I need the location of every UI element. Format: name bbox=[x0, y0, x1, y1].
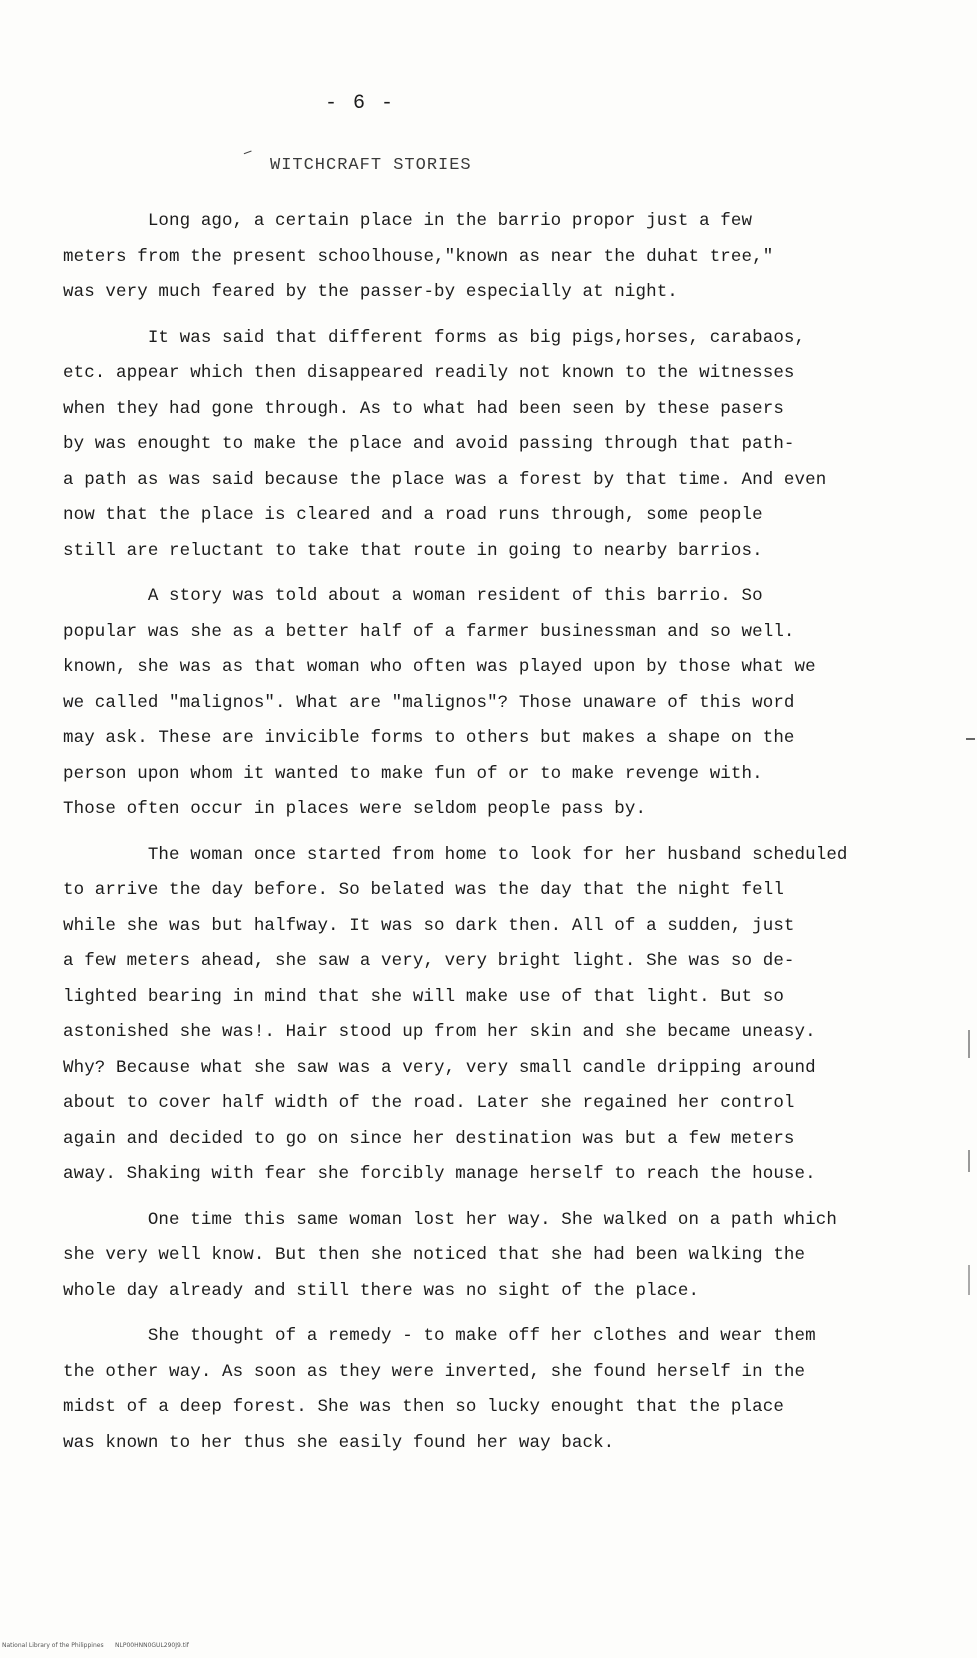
text-line: while she was but halfway. It was so dark then. All of a sudden, just bbox=[63, 915, 795, 936]
text-line: she very well know. But then she noticed that she had been walking the bbox=[63, 1245, 806, 1265]
text-line: to arrive the day before. So belated was the day that the night fell bbox=[63, 880, 784, 900]
margin-scan-mark bbox=[968, 1150, 970, 1172]
text-line: again and decided to go on since her destination was but a few meters bbox=[63, 1128, 795, 1149]
text-line: Those often occur in places were seldom people pass by. bbox=[63, 799, 647, 819]
text-line: about to cover half width of the road. Later she regained her control bbox=[63, 1093, 795, 1113]
text-line: Long ago, a certain place in the barrio propor just a few bbox=[63, 211, 753, 231]
text-line: midst of a deep forest. She was then so lucky enought that the place bbox=[63, 1397, 784, 1417]
text-line: person upon whom it wanted to make fun of or to make revenge with. bbox=[63, 763, 763, 784]
text-line: was very much feared by the passer-by especially at night. bbox=[63, 282, 678, 302]
text-line: It was said that different forms as big pigs,horses, carabaos, bbox=[63, 327, 806, 348]
text-line: away. Shaking with fear she forcibly manage herself to reach the house. bbox=[63, 1164, 816, 1184]
paragraph bbox=[63, 838, 943, 1193]
text-line: The woman once started from home to look for her husband scheduled bbox=[63, 844, 848, 865]
paragraph bbox=[63, 1319, 943, 1461]
text-line: lighted bearing in mind that she will make use of that light. But so bbox=[63, 986, 784, 1007]
text-line: a few meters ahead, she saw a very, very bright light. She was so de- bbox=[63, 951, 795, 971]
text-line: the other way. As soon as they were inverted, she found herself in the bbox=[63, 1361, 806, 1382]
paragraph bbox=[63, 1203, 943, 1310]
paragraph bbox=[63, 321, 943, 570]
text-line: A story was told about a woman resident of this barrio. So bbox=[63, 586, 763, 606]
text-line: She thought of a remedy - to make off her clothes and wear them bbox=[63, 1326, 816, 1346]
document-title: WITCHCRAFT STORIES bbox=[270, 156, 472, 175]
text-line: by was enought to make the place and avoid passing through that path- bbox=[63, 434, 795, 454]
paragraph bbox=[63, 579, 943, 828]
page-number: - 6 - bbox=[324, 92, 395, 115]
margin-scan-mark bbox=[968, 1265, 970, 1295]
margin-scan-mark bbox=[966, 738, 975, 740]
text-line: we called "malignos". What are "malignos"? Those unaware of this word bbox=[63, 692, 795, 713]
text-line: when they had gone through. As to what had been seen by these pasers bbox=[63, 398, 784, 419]
paragraph bbox=[63, 204, 943, 311]
text-line: was known to her thus she easily found her way back. bbox=[63, 1432, 615, 1453]
text-line: etc. appear which then disappeared readily not known to the witnesses bbox=[63, 363, 795, 383]
text-line: whole day already and still there was no sight of the place. bbox=[63, 1280, 700, 1301]
margin-scan-mark bbox=[968, 1030, 970, 1058]
text-line: may ask. These are invicible forms to others but makes a shape on the bbox=[63, 728, 795, 748]
text-line: astonished she was!. Hair stood up from her skin and she became uneasy. bbox=[63, 1022, 816, 1042]
ink-tick-mark bbox=[242, 147, 251, 154]
scan-footer: National Library of the Philippines NLP00HNN0GUL290J9.tif bbox=[2, 1642, 189, 1649]
text-line: still are reluctant to take that route in going to nearby barrios. bbox=[63, 540, 763, 561]
text-line: meters from the present schoolhouse,"known as near the duhat tree," bbox=[63, 246, 774, 267]
text-line: Why? Because what she saw was a very, very small candle dripping around bbox=[63, 1057, 816, 1078]
text-line: known, she was as that woman who often was played upon by those what we bbox=[63, 657, 816, 677]
text-line: a path as was said because the place was a forest by that time. And even bbox=[63, 469, 827, 490]
body-text bbox=[63, 204, 943, 1471]
text-line: now that the place is cleared and a road runs through, some people bbox=[63, 505, 763, 525]
text-line: popular was she as a better half of a farmer businessman and so well. bbox=[63, 621, 795, 642]
text-line: One time this same woman lost her way. She walked on a path which bbox=[63, 1209, 837, 1230]
